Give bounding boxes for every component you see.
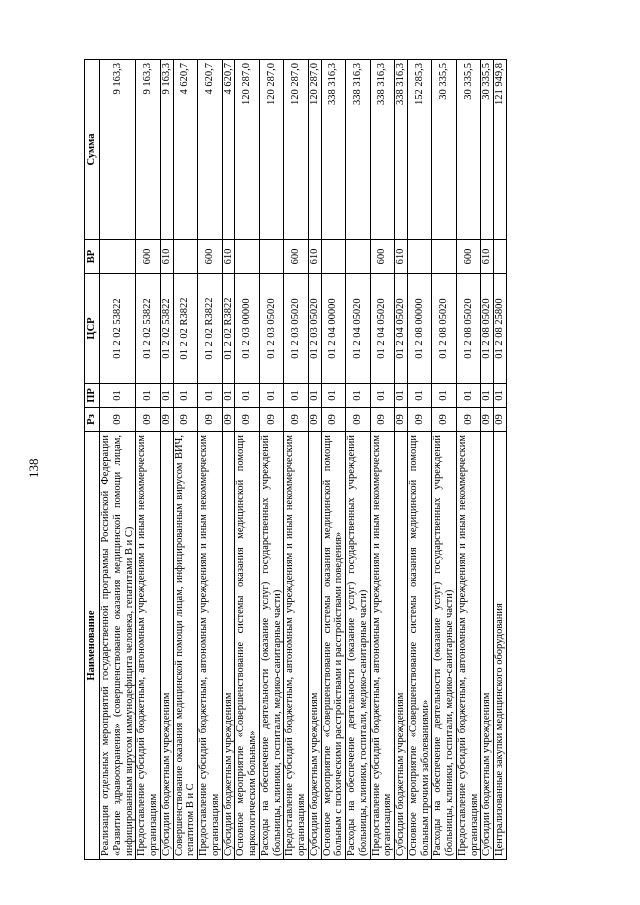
row-pr: 01	[456, 384, 481, 408]
row-vr: 600	[370, 240, 395, 274]
table-row	[308, 60, 321, 860]
row-sum: 30 335,5	[481, 60, 494, 240]
table-row	[198, 60, 223, 860]
row-csr: 01 2 04 05020	[346, 274, 371, 384]
row-csr: 01 2 04 05020	[395, 274, 408, 384]
row-csr: 01 2 02 53822	[100, 274, 136, 384]
row-name: Субсидии бюджетным учреждениям	[308, 432, 321, 860]
header-pr: ПР	[85, 384, 100, 408]
table-row	[481, 60, 494, 860]
table-row	[235, 60, 260, 860]
row-vr	[100, 240, 136, 274]
row-vr	[321, 240, 346, 274]
row-csr: 01 2 08 00000	[407, 274, 432, 384]
row-pr: 01	[432, 384, 457, 408]
row-name: Предоставление субсидий бюджетным, автономным учреждениям и иным некоммерческим организациям	[456, 432, 481, 860]
row-pr: 01	[198, 384, 223, 408]
row-pr: 01	[370, 384, 395, 408]
row-rz: 09	[136, 408, 161, 432]
row-name: Расходы на обеспечение деятельности (оказание услуг) государственных учреждений (больницы, клиники, госпитали, медико-санитарные части)	[346, 432, 371, 860]
row-csr: 01 2 02 53822	[136, 274, 161, 384]
table-row	[395, 60, 408, 860]
row-name: Предоставление субсидий бюджетным, автономным учреждениям и иным некоммерческим организациям	[198, 432, 223, 860]
table-row	[370, 60, 395, 860]
row-name: Расходы на обеспечение деятельности (оказание услуг) государственных учреждений (больницы, клиники, госпитали, медико-санитарные части)	[432, 432, 457, 860]
row-rz: 09	[308, 408, 321, 432]
header-name: Наименование	[85, 432, 100, 860]
row-vr	[432, 240, 457, 274]
row-csr: 01 2 03 00000	[235, 274, 260, 384]
table-row	[160, 60, 173, 860]
row-sum: 30 335,5	[456, 60, 481, 240]
row-vr: 610	[481, 240, 494, 274]
row-pr: 01	[494, 384, 507, 408]
row-rz: 09	[259, 408, 284, 432]
row-rz: 09	[284, 408, 309, 432]
row-vr	[173, 240, 198, 274]
row-rz: 09	[235, 408, 260, 432]
row-rz: 09	[100, 408, 136, 432]
row-sum: 121 949,8	[494, 60, 507, 240]
row-csr: 01 2 08 05020	[481, 274, 494, 384]
row-rz: 09	[456, 408, 481, 432]
table-row	[259, 60, 284, 860]
row-csr: 01 2 02 53822	[160, 274, 173, 384]
row-sum: 338 316,3	[321, 60, 346, 240]
row-pr: 01	[321, 384, 346, 408]
budget-table-container	[84, 60, 580, 860]
row-rz: 09	[370, 408, 395, 432]
row-csr: 01 2 02 R3822	[198, 274, 223, 384]
row-pr: 01	[259, 384, 284, 408]
table-row	[432, 60, 457, 860]
row-name: Основное мероприятие «Совершенствование системы оказания медицинской помощи наркологическим больным»	[235, 432, 260, 860]
row-rz: 09	[160, 408, 173, 432]
row-name: Основное мероприятие «Совершенствование системы оказания медицинской помощи больным прочими заболеваниями»	[407, 432, 432, 860]
row-vr: 610	[308, 240, 321, 274]
row-rz: 09	[346, 408, 371, 432]
row-pr: 01	[346, 384, 371, 408]
row-pr: 01	[407, 384, 432, 408]
row-rz: 09	[432, 408, 457, 432]
row-csr: 01 2 02 R3822	[173, 274, 198, 384]
row-csr: 01 2 04 00000	[321, 274, 346, 384]
table-row	[494, 60, 507, 860]
row-vr	[259, 240, 284, 274]
row-pr: 01	[308, 384, 321, 408]
row-name: Предоставление субсидий бюджетным, автономным учреждениям и иным некоммерческим организациям	[136, 432, 161, 860]
row-csr: 01 2 03 05020	[259, 274, 284, 384]
row-name: Субсидии бюджетным учреждениям	[395, 432, 408, 860]
row-name: Субсидии бюджетным учреждениям	[481, 432, 494, 860]
row-vr: 610	[222, 240, 235, 274]
row-pr: 01	[222, 384, 235, 408]
row-name: Централизованные закупки медицинского оборудования	[494, 432, 507, 860]
row-sum: 9 163,3	[100, 60, 136, 240]
row-sum: 338 316,3	[346, 60, 371, 240]
row-name: Предоставление субсидий бюджетным, автономным учреждениям и иным некоммерческим организациям	[370, 432, 395, 860]
table-row	[407, 60, 432, 860]
row-rz: 09	[481, 408, 494, 432]
row-sum: 152 285,3	[407, 60, 432, 240]
row-sum: 338 316,3	[395, 60, 408, 240]
row-name: Основное мероприятие «Совершенствование системы оказания медицинской помощи больным с психическими расстройствами и расстройствами поведения»	[321, 432, 346, 860]
row-pr: 01	[160, 384, 173, 408]
row-csr: 01 2 08 25800	[494, 274, 507, 384]
row-name: Реализация отдельных мероприятий государственной программы Российской Федерации «Развитие здравоохранения» (совершенствование оказания медицинской помощи лицам, инфицированным вирусом иммунодефицита человека, гепатитами В и С)	[100, 432, 136, 860]
row-vr	[346, 240, 371, 274]
row-csr: 01 2 02 R3822	[222, 274, 235, 384]
row-name: Расходы на обеспечение деятельности (оказание услуг) государственных учреждений (больницы, клиники, госпитали, медико-санитарные части)	[259, 432, 284, 860]
row-csr: 01 2 08 05020	[432, 274, 457, 384]
table-row	[136, 60, 161, 860]
table-row	[222, 60, 235, 860]
page-number: 138	[26, 458, 41, 478]
row-sum: 9 163,3	[136, 60, 161, 240]
row-rz: 09	[173, 408, 198, 432]
row-sum: 120 287,0	[259, 60, 284, 240]
header-csr: ЦСР	[85, 274, 100, 384]
row-sum: 120 287,0	[235, 60, 260, 240]
row-csr: 01 2 03 05020	[284, 274, 309, 384]
row-pr: 01	[100, 384, 136, 408]
row-csr: 01 2 03 05020	[308, 274, 321, 384]
row-vr: 600	[284, 240, 309, 274]
row-pr: 01	[173, 384, 198, 408]
table-row	[284, 60, 309, 860]
row-vr	[235, 240, 260, 274]
row-pr: 01	[395, 384, 408, 408]
row-sum: 4 620,7	[198, 60, 223, 240]
row-name: Предоставление субсидий бюджетным, автономным учреждениям и иным некоммерческим организациям	[284, 432, 309, 860]
row-rz: 09	[395, 408, 408, 432]
row-pr: 01	[136, 384, 161, 408]
row-rz: 09	[321, 408, 346, 432]
row-vr: 610	[160, 240, 173, 274]
row-sum: 30 335,5	[432, 60, 457, 240]
row-sum: 338 316,3	[370, 60, 395, 240]
table-row	[346, 60, 371, 860]
table-body	[100, 60, 507, 860]
header-sum: Сумма	[85, 60, 100, 240]
row-rz: 09	[407, 408, 432, 432]
row-vr: 600	[136, 240, 161, 274]
row-sum: 120 287,0	[308, 60, 321, 240]
row-sum: 4 620,7	[173, 60, 198, 240]
row-name: Субсидии бюджетным учреждениям	[160, 432, 173, 860]
row-rz: 09	[198, 408, 223, 432]
row-rz: 09	[494, 408, 507, 432]
row-sum: 120 287,0	[284, 60, 309, 240]
row-csr: 01 2 08 05020	[456, 274, 481, 384]
row-pr: 01	[481, 384, 494, 408]
row-sum: 4 620,7	[222, 60, 235, 240]
table-row	[321, 60, 346, 860]
row-rz: 09	[222, 408, 235, 432]
header-vr: ВР	[85, 240, 100, 274]
table-row	[100, 60, 136, 860]
table-header-row	[85, 60, 100, 860]
row-name: Субсидии бюджетным учреждениям	[222, 432, 235, 860]
budget-table	[84, 59, 507, 860]
row-vr: 600	[198, 240, 223, 274]
row-pr: 01	[284, 384, 309, 408]
table-row	[173, 60, 198, 860]
row-vr	[494, 240, 507, 274]
row-sum: 9 163,3	[160, 60, 173, 240]
header-rz: Рз	[85, 408, 100, 432]
row-name: Совершенствование оказания медицинской помощи лицам, инфицированным вирусом ВИЧ, гепатитом В и С	[173, 432, 198, 860]
row-vr: 610	[395, 240, 408, 274]
row-vr	[407, 240, 432, 274]
table-row	[456, 60, 481, 860]
row-csr: 01 2 04 05020	[370, 274, 395, 384]
row-vr: 600	[456, 240, 481, 274]
row-pr: 01	[235, 384, 260, 408]
